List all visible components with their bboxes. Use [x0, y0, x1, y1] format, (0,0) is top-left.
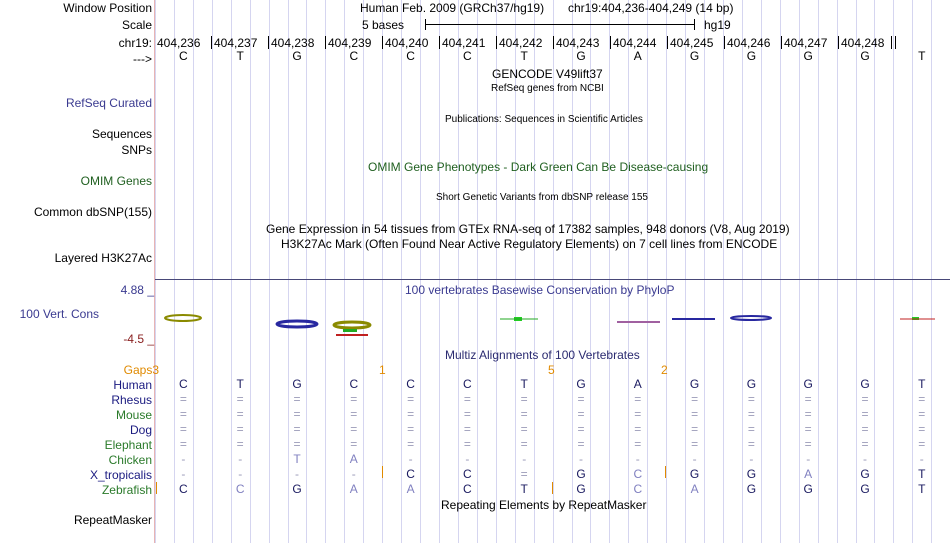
species-label-mouse[interactable]: Mouse	[115, 408, 152, 422]
alignment-base: G	[576, 467, 586, 481]
alignment-base: C	[406, 377, 415, 391]
snps-label[interactable]: SNPs	[121, 143, 152, 157]
alignment-base: G	[803, 377, 813, 391]
gencode-track-title[interactable]: GENCODE V49lift37	[492, 67, 603, 81]
alignment-base: =	[293, 392, 301, 406]
alignment-base: =	[407, 407, 415, 421]
sequence-base: C	[463, 49, 472, 63]
cons-logo-g-3	[277, 321, 317, 327]
alignment-base: =	[463, 422, 471, 436]
alignment-base: -	[181, 452, 186, 466]
alignment-base: T	[918, 482, 926, 496]
alignment-base: =	[520, 392, 528, 406]
omim-genes-label[interactable]: OMIM Genes	[80, 174, 152, 188]
species-label-rhesus[interactable]: Rhesus	[111, 393, 152, 407]
alignment-base: =	[407, 392, 415, 406]
alignment-base: =	[918, 437, 926, 451]
alignment-base: =	[179, 407, 187, 421]
alignment-base: -	[522, 452, 527, 466]
sequence-base: T	[520, 49, 528, 63]
alignment-base: =	[520, 437, 528, 451]
alignment-base: =	[861, 392, 869, 406]
alignment-base: -	[465, 452, 470, 466]
alignment-base: -	[238, 452, 243, 466]
alignment-base: =	[577, 407, 585, 421]
alignment-base: =	[804, 422, 812, 436]
alignment-base: =	[804, 437, 812, 451]
sequence-base: G	[689, 49, 700, 63]
species-label-x-tropicalis[interactable]: X_tropicalis	[89, 468, 152, 482]
cons-logo-a-4	[343, 329, 357, 332]
alignment-base: =	[350, 392, 358, 406]
alignment-base: T	[520, 377, 528, 391]
repeatmasker-label[interactable]: RepeatMasker	[73, 513, 152, 527]
position-label: 404,238	[271, 36, 315, 50]
alignment-base: =	[747, 407, 755, 421]
alignment-base: =	[179, 392, 187, 406]
alignment-base: C	[633, 482, 643, 496]
species-label-dog[interactable]: Dog	[129, 423, 152, 437]
alignment-base: =	[179, 422, 187, 436]
alignment-base: =	[804, 392, 812, 406]
alignment-base: G	[689, 467, 700, 481]
alignment-base: =	[747, 392, 755, 406]
alignment-base: =	[236, 422, 244, 436]
assembly-title: Human Feb. 2009 (GRCh37/hg19)	[360, 1, 545, 15]
position-label: 404,245	[670, 36, 714, 50]
refseq-track-title[interactable]: RefSeq genes from NCBI	[491, 83, 604, 94]
alignment-base: =	[350, 407, 358, 421]
alignment-base: =	[520, 422, 528, 436]
layered-h3k27ac-label[interactable]: Layered H3K27Ac	[54, 251, 152, 265]
alignment-base: =	[350, 422, 358, 436]
species-label-chicken[interactable]: Chicken	[108, 453, 152, 467]
alignment-base: -	[579, 452, 583, 466]
alignment-base: =	[463, 437, 471, 451]
alignment-base: -	[295, 467, 299, 481]
position-label: 404,241	[442, 36, 486, 50]
alignment-base: C	[179, 377, 188, 391]
cons-logo-g-11	[731, 316, 771, 320]
position-label: 404,246	[727, 36, 771, 50]
alignment-base: =	[577, 422, 585, 436]
alignment-base: A	[690, 482, 699, 496]
common-dbsnp-label[interactable]: Common dbSNP(155)	[33, 205, 152, 219]
cons-min-value: -4.5 _	[123, 332, 154, 346]
gap-mark-3: 2	[661, 363, 668, 377]
alignment-base: =	[407, 437, 415, 451]
alignment-base: =	[236, 392, 244, 406]
alignment-base: -	[181, 467, 186, 481]
alignment-base: =	[293, 422, 301, 436]
alignment-base: A	[406, 482, 415, 496]
cons-logo-c-4	[334, 322, 370, 328]
alignment-base: C	[349, 377, 359, 391]
alignment-base: C	[633, 467, 643, 481]
alignment-base: -	[635, 452, 640, 466]
alignment-base: =	[520, 407, 528, 421]
sequence-base: G	[746, 49, 757, 63]
sequence-base: C	[349, 49, 359, 63]
insertion-marker	[382, 466, 383, 478]
gaps-label: Gaps3	[123, 363, 159, 377]
species-label-human[interactable]: Human	[113, 378, 152, 392]
position-label: 404,243	[556, 36, 600, 50]
alignment-base: =	[236, 437, 244, 451]
alignment-base: G	[746, 482, 757, 496]
alignment-base: T	[520, 482, 528, 496]
alignment-base: =	[691, 407, 699, 421]
alignment-base: =	[577, 437, 585, 451]
insertion-marker	[156, 482, 157, 494]
alignment-base: -	[749, 452, 754, 466]
alignment-base: =	[577, 392, 585, 406]
location-title: chr19:404,236-404,249 (14 bp)	[568, 1, 734, 15]
alignment-base: -	[806, 452, 811, 466]
alignment-base: =	[634, 422, 642, 436]
sequence-base: G	[576, 49, 586, 63]
alignment-base: =	[407, 422, 415, 436]
alignment-base: C	[463, 482, 472, 496]
sequences-label[interactable]: Sequences	[91, 127, 152, 141]
alignment-base: C	[179, 482, 188, 496]
alignment-base: =	[861, 407, 869, 421]
alignment-base: =	[350, 437, 358, 451]
alignment-base: =	[293, 407, 301, 421]
alignment-base: A	[804, 467, 813, 481]
insertion-marker	[552, 482, 553, 494]
sequence-base: G	[803, 49, 813, 63]
alignment-base: C	[406, 467, 415, 481]
alignment-base: =	[463, 392, 471, 406]
alignment-base: C	[235, 482, 245, 496]
scale-db: hg19	[704, 18, 731, 32]
scale-label: Scale	[121, 18, 152, 32]
strand-label: --->	[133, 52, 152, 66]
alignment-base: =	[634, 392, 642, 406]
alignment-base: T	[236, 377, 244, 391]
repeatmasker-track-title[interactable]: Repeating Elements by RepeatMasker	[441, 498, 647, 512]
alignment-base: -	[863, 452, 867, 466]
position-label: 404,242	[499, 36, 543, 50]
publications-track-title[interactable]: Publications: Sequences in Scientific Articles	[445, 114, 643, 125]
alignment-base: G	[746, 377, 757, 391]
alignment-base: G	[292, 377, 302, 391]
alignment-base: -	[351, 467, 356, 481]
position-label: 404,237	[214, 36, 258, 50]
sequence-base: G	[292, 49, 302, 63]
sequence-base: T	[236, 49, 244, 63]
alignment-base: =	[691, 422, 699, 436]
species-label-elephant[interactable]: Elephant	[104, 438, 152, 452]
position-label: 404,239	[328, 36, 372, 50]
position-label: 404,240	[385, 36, 429, 50]
alignment-base: C	[463, 467, 472, 481]
sequence-base: C	[406, 49, 415, 63]
alignment-base: =	[804, 407, 812, 421]
alignment-base: =	[293, 437, 301, 451]
window-position-label: Window Position	[63, 1, 152, 15]
alignment-base: T	[293, 452, 301, 466]
gap-mark-2: 5	[548, 363, 555, 377]
alignment-base: =	[179, 437, 187, 451]
alignment-base: G	[803, 482, 813, 496]
alignment-base: C	[463, 377, 472, 391]
omim-track-title[interactable]: OMIM Gene Phenotypes - Dark Green Can Be Disease-causing	[368, 160, 709, 174]
alignment-base: A	[349, 482, 358, 496]
insertion-marker	[665, 466, 666, 478]
alignment-base: T	[918, 467, 926, 481]
conservation-track-title[interactable]: 100 vertebrates Basewise Conservation by PhyloP	[405, 283, 675, 297]
alignment-base: T	[918, 377, 926, 391]
alignment-base: -	[408, 452, 413, 466]
alignment-base: =	[634, 437, 642, 451]
h3k27ac-track-title[interactable]: H3K27Ac Mark (Often Found Near Active Regulatory Elements) on 7 cell lines from ENCODE	[281, 237, 778, 251]
refseq-curated-label[interactable]: RefSeq Curated	[65, 96, 152, 110]
sequence-base: C	[179, 49, 188, 63]
vert-cons-label[interactable]: 100 Vert. Cons	[19, 307, 99, 321]
scale-text: 5 bases	[362, 18, 405, 32]
position-label: 404,236	[157, 36, 201, 50]
alignment-base: G	[689, 377, 700, 391]
species-label-zebrafish[interactable]: Zebrafish	[101, 483, 152, 497]
alignment-base: -	[919, 452, 924, 466]
alignment-base: G	[576, 482, 586, 496]
alignment-base: =	[918, 392, 926, 406]
sequence-base: T	[918, 49, 926, 63]
sequence-base: A	[633, 49, 642, 63]
gtex-track-title[interactable]: Gene Expression in 54 tissues from GTEx RNA-seq of 17382 samples, 948 donors (V8, Aug 2019)	[266, 222, 790, 236]
alignment-base: =	[236, 407, 244, 421]
alignment-base: -	[692, 452, 697, 466]
alignment-base: -	[238, 467, 243, 481]
alignment-base: =	[918, 422, 926, 436]
dbsnp-track-title[interactable]: Short Genetic Variants from dbSNP release 155	[436, 192, 648, 203]
alignment-base: =	[463, 407, 471, 421]
alignment-base: =	[747, 437, 755, 451]
alignment-base: =	[918, 407, 926, 421]
position-label: 404,248	[841, 36, 885, 50]
cons-max-value: 4.88 _	[120, 283, 154, 297]
alignment-base: =	[691, 392, 699, 406]
alignment-base: =	[634, 407, 642, 421]
multiz-track-title[interactable]: Multiz Alignments of 100 Vertebrates	[445, 348, 640, 362]
cons-logo-c-1	[165, 315, 201, 321]
position-label: 404,247	[784, 36, 828, 50]
alignment-base: A	[349, 452, 358, 466]
alignment-base: =	[747, 422, 755, 436]
alignment-base: =	[861, 437, 869, 451]
alignment-base: =	[520, 467, 528, 481]
alignment-base: G	[576, 377, 586, 391]
alignment-base: =	[691, 437, 699, 451]
alignment-base: G	[292, 482, 302, 496]
alignment-base: A	[633, 377, 642, 391]
alignment-base: =	[861, 422, 869, 436]
alignment-base: G	[746, 467, 757, 481]
alignment-base: G	[860, 482, 870, 496]
position-label: 404,244	[613, 36, 657, 50]
alignment-base: G	[860, 377, 870, 391]
sequence-base: G	[860, 49, 870, 63]
alignment-base: G	[860, 467, 870, 481]
chrom-label: chr19:	[118, 36, 152, 50]
gap-mark-1: 1	[379, 363, 386, 377]
